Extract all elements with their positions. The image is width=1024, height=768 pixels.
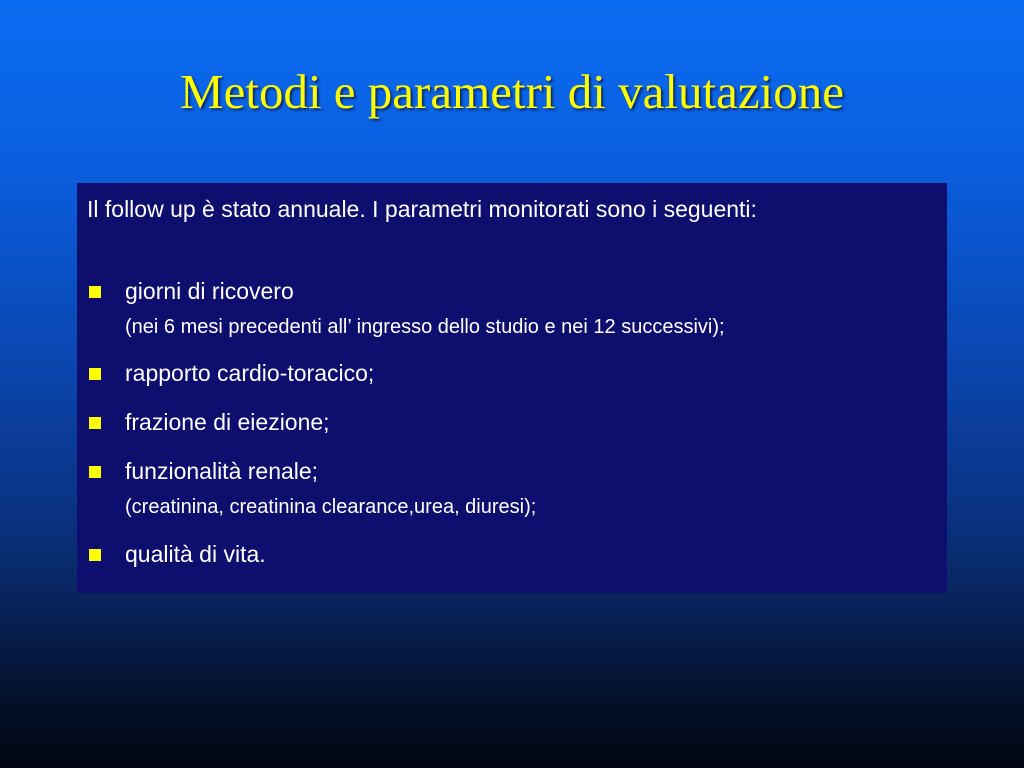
intro-text: Il follow up è stato annuale. I parametri monitorati sono i seguenti: bbox=[87, 196, 757, 222]
square-bullet-icon bbox=[89, 368, 101, 380]
content-box bbox=[77, 183, 947, 593]
bullet-text: giorni di ricovero bbox=[125, 278, 294, 304]
bullet-text: rapporto cardio-toracico; bbox=[125, 360, 375, 386]
bullet-text: frazione di eiezione; bbox=[125, 409, 330, 435]
bullet-text: funzionalità renale; bbox=[125, 458, 319, 484]
bullet-text: qualità di vita. bbox=[125, 541, 266, 567]
bullet-subtext: (nei 6 mesi precedenti all’ ingresso dello studio e nei 12 successivi); bbox=[125, 316, 725, 338]
square-bullet-icon bbox=[89, 286, 101, 298]
bullet-subtext: (creatinina, creatinina clearance,urea, diuresi); bbox=[125, 496, 537, 518]
square-bullet-icon bbox=[89, 466, 101, 478]
square-bullet-icon bbox=[89, 549, 101, 561]
square-bullet-icon bbox=[89, 417, 101, 429]
slide-title: Metodi e parametri di valutazione bbox=[180, 64, 844, 119]
